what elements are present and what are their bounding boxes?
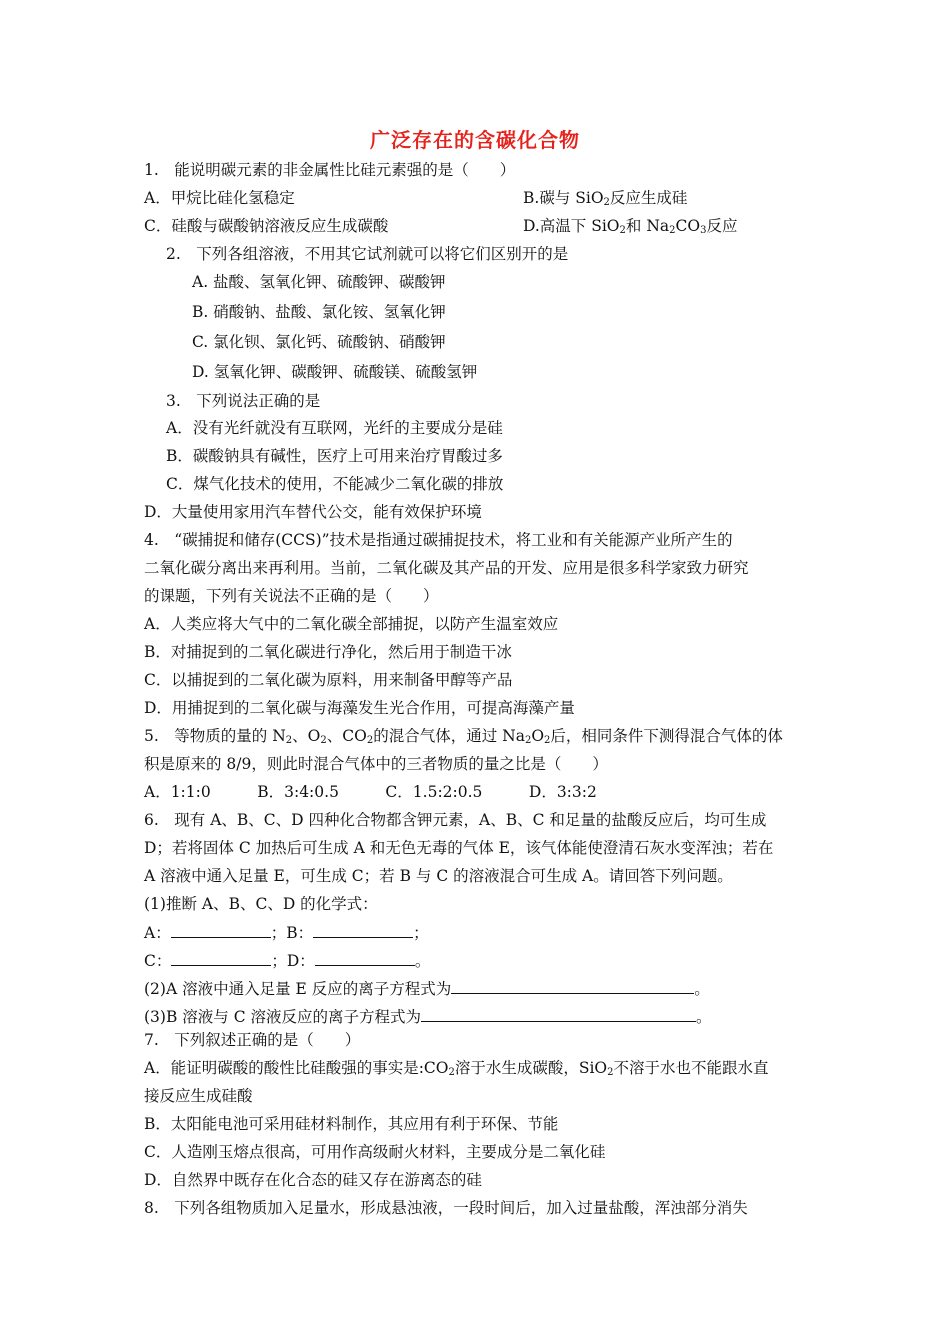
answer-blank-equation-2[interactable] bbox=[451, 978, 694, 994]
q4-stem-line1: 4. “碳捕捉和储存(CCS)”技术是指通过碳捕捉技术，将工业和有关能源产业所产生的 bbox=[144, 531, 733, 549]
q4-option-a: A．人类应将大气中的二氧化碳全部捕捉，以防产生温室效应 bbox=[144, 615, 559, 633]
q4-option-c: C．以捕捉到的二氧化碳为原料，用来制备甲醇等产品 bbox=[144, 671, 513, 689]
q7-stem: 7. 下列叙述正确的是（ ） bbox=[144, 1031, 361, 1049]
q2-option-b: B. 硝酸钠、盐酸、氯化铵、氢氧化钾 bbox=[192, 303, 446, 321]
q2-option-d: D. 氢氧化钾、碳酸钾、硫酸镁、硫酸氢钾 bbox=[192, 363, 478, 381]
q7-option-a-line1: A．能证明碳酸的酸性比硅酸强的事实是$:CO_2$溶于水生成碳酸，SiO$_2$不溶于水也不能跟水直 bbox=[144, 1059, 769, 1078]
page-title: 广泛存在的含碳化合物 bbox=[370, 128, 580, 152]
q6-subquestion-2: (2)A 溶液中通入足量 E 反应的离子方程式为 。 bbox=[144, 980, 710, 998]
q4-stem-line2: 二氧化碳分离出来再利用。当前，二氧化碳及其产品的开发、应用是很多科学家致力研究 bbox=[144, 559, 749, 577]
q6-subquestion-3: (3)B 溶液与 C 溶液反应的离子方程式为 。 bbox=[144, 1008, 712, 1026]
q2-stem: 2. 下列各组溶液，不用其它试剂就可以将它们区别开的是 bbox=[166, 245, 569, 263]
q3-option-b: B．碳酸钠具有碱性，医疗上可用来治疗胃酸过多 bbox=[166, 447, 503, 465]
q2-option-c: C. 氯化钡、氯化钙、硫酸钠、硝酸钾 bbox=[192, 333, 446, 351]
q5-stem-line1: 5. 等物质的量的 $N_2$、$O_2$、$CO_2$的混合气体，通过 $Na_2O_2$后，相同条件下测得混合气体的体 bbox=[144, 727, 783, 746]
q6-answer-row-cd: C： ；D： 。 bbox=[144, 952, 431, 970]
q7-option-b: B．太阳能电池可采用硅材料制作，其应用有利于环保、节能 bbox=[144, 1115, 559, 1133]
answer-blank-a[interactable] bbox=[171, 922, 271, 938]
q5-stem-line2: 积是原来的 8/9，则此时混合气体中的三者物质的量之比是（ ） bbox=[144, 755, 608, 773]
q4-stem-line3: 的课题，下列有关说法不正确的是（ ） bbox=[144, 587, 439, 605]
q5-options: A．1:1:0 B．3:4:0.5 C．1.5:2:0.5 D．3:3:2 bbox=[144, 783, 597, 801]
q7-option-d: D．自然界中既存在化合态的硅又存在游离态的硅 bbox=[144, 1171, 482, 1189]
q1-option-c: C．硅酸与碳酸钠溶液反应生成碳酸 bbox=[144, 217, 389, 235]
q6-stem-line3: A 溶液中通入足量 E，可生成 C；若 B 与 C 的溶液混合可生成 A。请回答下列问题。 bbox=[144, 867, 733, 885]
q7-option-a-line2: 接反应生成硅酸 bbox=[144, 1087, 253, 1105]
q1-option-a: A．甲烷比硅化氢稳定 bbox=[144, 189, 295, 207]
q6-answer-row-ab: A： ；B： ； bbox=[144, 924, 429, 942]
q1-stem: 1. 能说明碳元素的非金属性比硅元素强的是（ ） bbox=[144, 161, 516, 179]
q2-option-a: A. 盐酸、氢氧化钾、硫酸钾、碳酸钾 bbox=[192, 273, 446, 291]
q6-subquestion-1: (1)推断 A、B、C、D 的化学式： bbox=[144, 895, 378, 913]
q3-option-c: C．煤气化技术的使用，不能减少二氧化碳的排放 bbox=[166, 475, 504, 493]
q3-option-d: D．大量使用家用汽车替代公交，能有效保护环境 bbox=[144, 503, 482, 521]
answer-blank-c[interactable] bbox=[171, 950, 271, 966]
answer-blank-b[interactable] bbox=[313, 922, 413, 938]
q1-option-b: B.碳与 SiO$_2$反应生成硅 bbox=[523, 189, 688, 208]
q7-option-c: C．人造刚玉熔点很高，可用作高级耐火材料，主要成分是二氧化硅 bbox=[144, 1143, 606, 1161]
q3-stem: 3. 下列说法正确的是 bbox=[166, 392, 321, 410]
q3-option-a: A．没有光纤就没有互联网，光纤的主要成分是硅 bbox=[166, 419, 503, 437]
q6-stem-line1: 6. 现有 A、B、C、D 四种化合物都含钾元素，A、B、C 和足量的盐酸反应后，均可生成 bbox=[144, 811, 767, 829]
answer-blank-equation-3[interactable] bbox=[421, 1006, 696, 1022]
q6-stem-line2: D；若将固体 C 加热后可生成 A 和无色无毒的气体 E，该气体能使澄清石灰水变浑浊；若在 bbox=[144, 839, 774, 857]
q4-option-d: D．用捕捉到的二氧化碳与海藻发生光合作用，可提高海藻产量 bbox=[144, 699, 575, 717]
answer-blank-d[interactable] bbox=[315, 950, 415, 966]
q8-stem: 8. 下列各组物质加入足量水，形成悬浊液，一段时间后，加入过量盐酸，浑浊部分消失 bbox=[144, 1199, 748, 1217]
q4-option-b: B．对捕捉到的二氧化碳进行净化，然后用于制造干冰 bbox=[144, 643, 512, 661]
q1-option-d: D.高温下 SiO$_2$和 $Na_2CO_3$反应 bbox=[523, 217, 738, 236]
